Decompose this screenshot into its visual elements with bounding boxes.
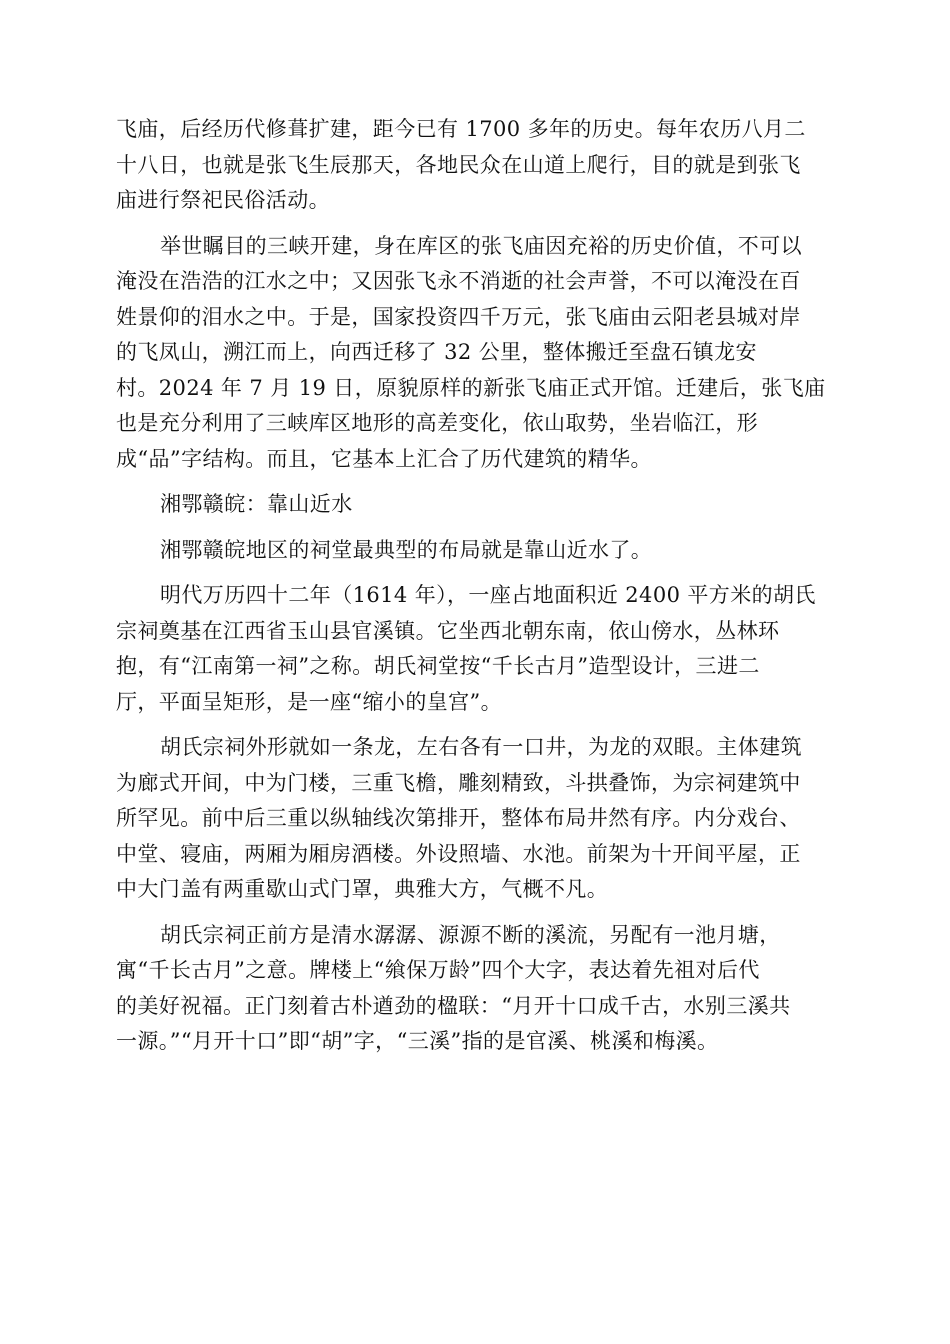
text-line: 胡氏宗祠外形就如一条龙，左右各有一口井，为龙的双眼。主体建筑 — [160, 735, 802, 759]
text-line: 举世瞩目的三峡开建，身在库区的张飞庙因充裕的历史价值，不可以 — [160, 233, 802, 258]
text-line: 庙进行祭祀民俗活动。 — [116, 188, 330, 212]
paragraph-zhangfei-history — [116, 112, 834, 219]
text-line: 的美好祝福。正门刻着古朴遒劲的楹联：“月开十口成千古，水别三溪共 — [116, 993, 791, 1018]
paragraph-hall-front — [116, 918, 834, 1060]
text-line: 姓景仰的泪水之中。于是，国家投资四千万元，张飞庙由云阳老县城对岸 — [116, 304, 801, 329]
paragraph-layout-intro — [116, 533, 834, 569]
text-line: 也是充分利用了三峡库区地形的高差变化，依山取势，坐岩临江，形 — [116, 411, 758, 435]
text-line: 抱，有“江南第一祠”之称。胡氏祠堂按“千长古月”造型设计，三进二 — [116, 654, 760, 678]
text-line: 宗祠奠基在江西省玉山县官溪镇。它坐西北朝东南，依山傍水，丛林环 — [116, 618, 780, 643]
text-line: 飞庙，后经历代修葺扩建，距今已有 1700 多年的历史。每年农历八月二 — [116, 117, 806, 141]
paragraph-zhangfei-relocation — [116, 229, 834, 478]
text-line: 为廊式开间，中为门楼，三重飞檐，雕刻精致，斗拱叠饰，为宗祠建筑中 — [116, 770, 801, 795]
text-line: 中大门盖有两重歇山式门罩，典雅大方，气概不凡。 — [116, 877, 609, 901]
section-heading — [116, 487, 834, 523]
text-line: 厅，平面呈矩形，是一座“缩小的皇宫”。 — [116, 689, 503, 714]
text-line: 所罕见。前中后三重以纵轴线次第排开，整体布局井然有序。内分戏台、 — [116, 806, 801, 830]
text-line: 明代万历四十二年（1614 年），一座占地面积近 2400 平方米的胡氏 — [160, 583, 816, 607]
text-line: 十八日，也就是张飞生辰那天，各地民众在山道上爬行，目的就是到张飞 — [116, 152, 801, 177]
paragraph-hu-ancestral-hall — [116, 578, 834, 720]
text-line: 村。2024 年 7 月 19 日，原貌原样的新张飞庙正式开馆。迁建后，张飞庙 — [116, 375, 826, 400]
text-line: 的飞凤山，溯江而上，向西迁移了 32 公里，整体搬迁至盘石镇龙安 — [116, 340, 757, 364]
text-line: 一源。”“月开十口”即“胡”字，“三溪”指的是官溪、桃溪和梅溪。 — [116, 1029, 719, 1053]
document-page — [116, 112, 834, 1070]
text-line: 成“品”字结构。而且，它基本上汇合了历代建筑的精华。 — [116, 446, 652, 471]
text-line: 寓“千长古月”之意。牌楼上“飨保万龄”四个大字，表达着先祖对后代 — [116, 958, 760, 982]
section-heading-text: 湘鄂赣皖：靠山近水 — [160, 492, 353, 516]
text-line: 中堂、寝庙，两厢为厢房酒楼。外设照墙、水池。前架为十开间平屋，正 — [116, 841, 801, 866]
text-line: 淹没在浩浩的江水之中；又因张飞永不消逝的社会声誉，不可以淹没在百 — [116, 269, 801, 293]
text-line: 湘鄂赣皖地区的祠堂最典型的布局就是靠山近水了。 — [160, 537, 653, 562]
text-line: 胡氏宗祠正前方是清水潺潺、源源不断的溪流，另配有一池月塘， — [160, 922, 781, 947]
paragraph-hall-structure — [116, 730, 834, 908]
